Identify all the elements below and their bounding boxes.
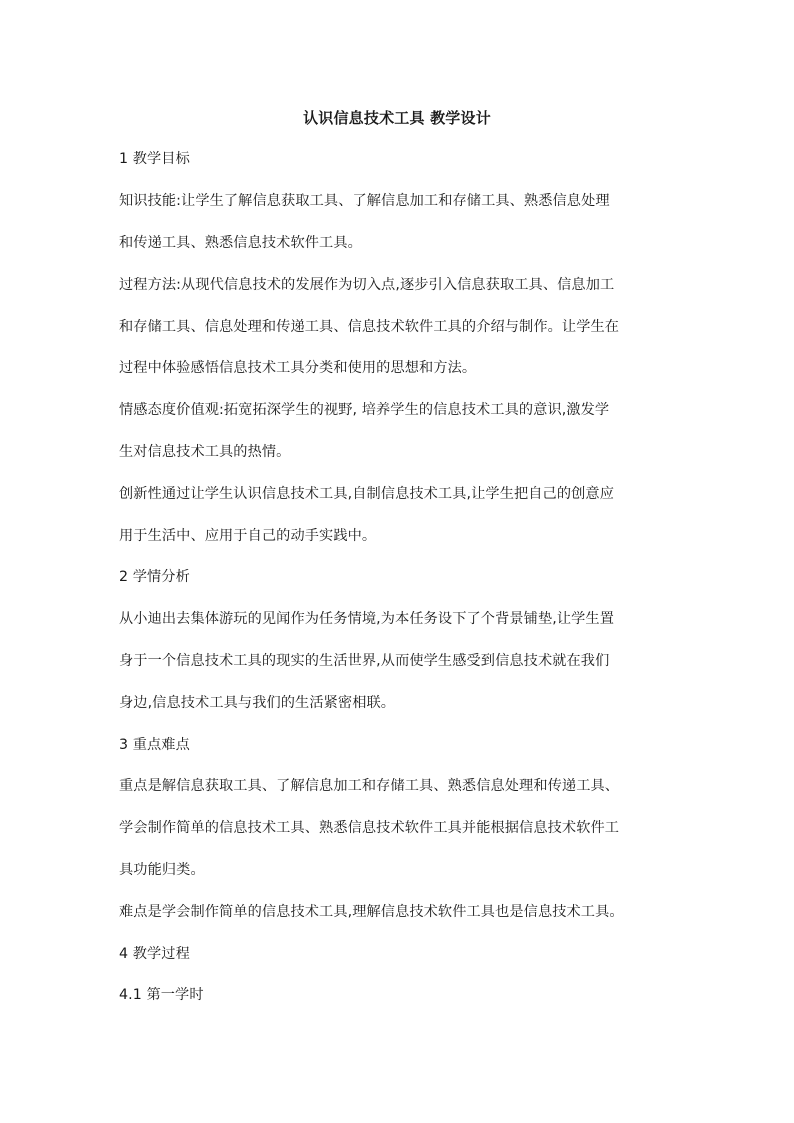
paragraph-line: 身边,信息技术工具与我们的生活紧密相联。 (119, 695, 396, 711)
paragraph-line: 知识技能:让学生了解信息获取工具、了解信息加工和存储工具、熟悉信息处理 (119, 193, 610, 209)
paragraph-line: 具功能归类。 (119, 862, 205, 878)
paragraph-line: 身于一个信息技术工具的现实的生活世界,从而使学生感受到信息技术就在我们 (119, 653, 610, 669)
paragraph-line: 难点是学会制作简单的信息技术工具,理解信息技术软件工具也是信息技术工具。 (119, 904, 624, 920)
paragraph-line: 过程中体验感悟信息技术工具分类和使用的思想和方法。 (119, 360, 477, 376)
paragraph-line: 创新性通过让学生认识信息技术工具,自制信息技术工具,让学生把自己的创意应 (119, 486, 614, 502)
paragraph-line: 情感态度价值观:拓宽拓深学生的视野, 培养学生的信息技术工具的意识,激发学 (119, 402, 610, 418)
section-heading: 1 教学目标 (119, 151, 190, 167)
paragraph-line: 用于生活中、应用于自己的动手实践中。 (119, 528, 377, 544)
paragraph-line: 和传递工具、熟悉信息技术软件工具。 (119, 235, 362, 251)
paragraph-line: 重点是解信息获取工具、了解信息加工和存储工具、熟悉信息处理和传递工具、 (119, 778, 620, 794)
subsection-heading: 4.1 第一学时 (119, 987, 204, 1003)
section-heading: 3 重点难点 (119, 737, 190, 753)
paragraph-line: 和存储工具、信息处理和传递工具、信息技术软件工具的介绍与制作。让学生在 (119, 319, 620, 335)
paragraph-line: 生对信息技术工具的热情。 (119, 444, 291, 460)
paragraph-line: 过程方法:从现代信息技术的发展作为切入点,逐步引入信息获取工具、信息加工 (119, 277, 615, 293)
document-title: 认识信息技术工具 教学设计 (303, 109, 491, 127)
section-heading: 2 学情分析 (119, 569, 190, 585)
paragraph-line: 从小迪出去集体游玩的见闻作为任务情境,为本任务设下了个背景铺垫,让学生置 (119, 611, 614, 627)
section-heading: 4 教学过程 (119, 946, 190, 962)
paragraph-line: 学会制作简单的信息技术工具、熟悉信息技术软件工具并能根据信息技术软件工 (119, 820, 620, 836)
